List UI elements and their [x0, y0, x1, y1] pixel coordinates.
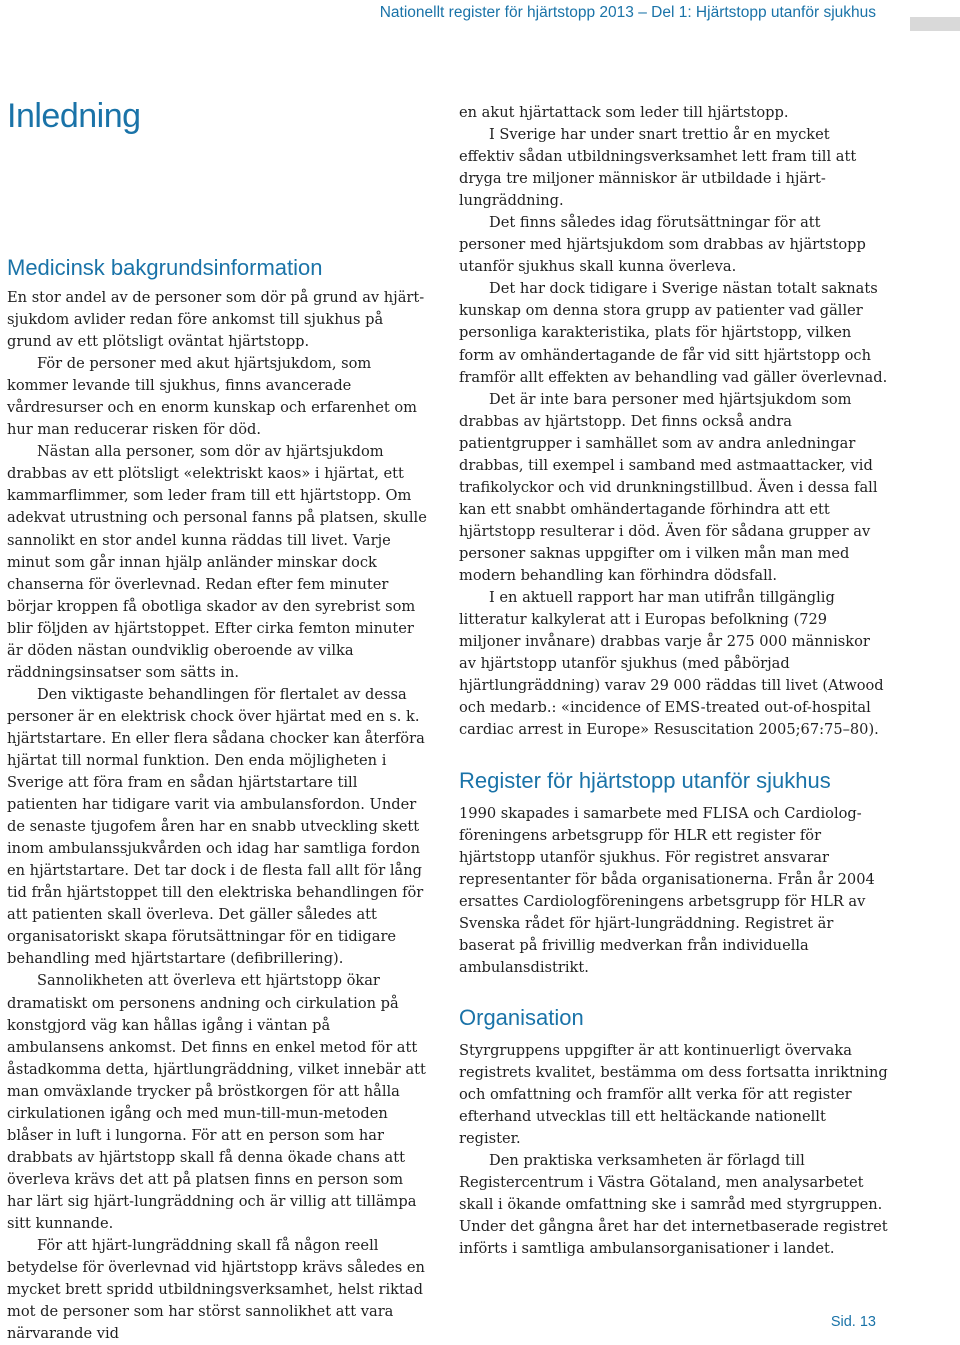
- paragraph: Sannolikheten att överleva ett hjärtstopp ökar dramatiskt om personens andning och cirkulation på konstgjord väg kan hållas igång i väntan på ambulansens ankomst. Det finns en enkel metod för att åstadkomma detta, hjärtlungräddning, vilket innebär att man omväxlande trycker på bröstkorgen för att hålla cirkulationen igång och med mun-till-mun-metoden blåser in luft i lungorna. För att en person som har drabbats av hjärtstopp skall få denna ökade chans att överleva krävs det att på platsen finns en person som har lärt sig hjärt-lungräddning och är villig att tillämpa sitt kunnande.: [7, 972, 426, 1232]
- section-heading-medicinsk: Medicinsk bakgrundsinformation: [7, 255, 323, 280]
- organisation-text: [459, 1040, 889, 1260]
- paragraph-split-start: För att hjärt-lungräddning skall få någon reell betydelse för överlevnad vid hjärtstopp krävs således en mycket brett spridd utbildningsverksamhet, helst riktad mot de personer som har störst sannolikhet att vara närvarande vid: [7, 1237, 425, 1343]
- paragraph: För de personer med akut hjärtsjukdom, som kommer levande till sjukhus, finns avancerade vårdresurser och en enorm kunskap och erfarenhet om hur man reducerar risken för död.: [7, 355, 417, 439]
- right-column: [459, 102, 889, 741]
- paragraph: Den praktiska verksamheten är förlagd till Registercentrum i Västra Götaland, men analysarbetet skall i ökande omfattning ske i samråd med styrgruppen. Under det gångna året har det internetbaserade registret införts i samtliga ambulansorganisationer i landet.: [459, 1152, 888, 1258]
- paragraph: Det är inte bara personer med hjärtsjukdom som drabbas av hjärtstopp. Det finns också andra patientgrupper i samhället som av andra anledningar drabbas, till exempel i samband med astmaattacker, vid trafikolyckor och vid drunkningstillbud. Även i dessa fall kan ett snabbt omhändertagande förhindra att ett hjärtstopp resulterar i död. Även för sådana grupper av personer saknas uppgifter om i vilken mån man med modern behandling kan förhindra dödsfall.: [459, 390, 878, 584]
- page-corner-tab: [910, 17, 960, 31]
- paragraph: I en aktuell rapport har man utifrån tillgänglig litteratur kalkylerat att i Europas befolkning (729 miljoner invånare) drabbas varje år 275 000 människor av hjärtstopp utanför sjukhus (med påbörjad hjärtlungräddning) varav 29 000 räddas till livet (Atwood och medarb.: «incidence of EMS-treated out-of-hospital cardiac arrest in Europe» Resuscitation 2005;67:75–80).: [459, 589, 884, 739]
- section-heading-register: Register för hjärtstopp utanför sjukhus: [459, 768, 831, 793]
- paragraph: Nästan alla personer, som dör av hjärtsjukdom drabbas av ett plötsligt «elektriskt kaos» i hjärtat, ett kammarflimmer, som leder fram till ett hjärtstopp. Om adekvat utrustning och personal fanns på platsen, skulle sannolikt en stor andel kunna räddas till livet. Varje minut som går innan hjälp anländer minskar dock chanserna för överlevnad. Redan efter fem minuter börjar kroppen få obotliga skador av den syrebrist som blir följden av hjärtstoppet. Efter cirka femton minuter är döden nästan oundviklig oberoende av vilka räddningsinsatser som sätts in.: [7, 443, 427, 681]
- paragraph: Styrgruppens uppgifter är att kontinuerligt övervaka registrets kvalitet, bestämma om dess fortsatta inriktning och omfattning och framför allt verka för att register efterhand utvecklas till ett heltäckande nationellt register.: [459, 1042, 888, 1148]
- paragraph: Det finns således idag förutsättningar för att personer med hjärtsjukdom som drabbas av hjärtstopp utanför sjukhus skall kunna överleva.: [459, 214, 866, 276]
- paragraph: I Sverige har under snart trettio år en mycket effektiv sådan utbildningsverksamhet lett fram till att dryga tre miljoner människor är utbildade i hjärt-lungräddning.: [459, 126, 857, 210]
- paragraph: Det har dock tidigare i Sverige nästan totalt saknats kunskap om denna stora grupp av patienter vad gäller personliga karakteristika, plats för hjärtstopp, vilken form av omhändertagande de får vid sitt hjärtstopp och framför allt effekten av behandling vad gäller överlevnad.: [459, 280, 888, 386]
- page-number: Sid. 13: [830, 1314, 876, 1330]
- left-column: [7, 287, 427, 1345]
- register-text: [459, 803, 889, 979]
- paragraph: En stor andel av de personer som dör på grund av hjärtsjukdom avlider redan före ankomst till sjukhus på grund av ett plötsligt oväntat hjärtstopp.: [7, 289, 425, 351]
- paragraph: Den viktigaste behandlingen för flertalet av dessa personer är en elektrisk chock över hjärtat med en s. k. hjärtstartare. En eller flera sådana chocker kan återföra hjärtat till normal funktion. Den enda möjligheten i Sverige att föra fram en sådan hjärtstartare till patienten har tidigare varit via ambulansfordon. Under de senaste tjugofem åren har en snabb utveckling skett inom ambulanssjukvården och idag har samtliga fordon en hjärtstartare. Det tar dock i de flesta fall allt för lång tid från hjärtstoppet till den elektriska behandlingen för att patienten skall överleva. Det gäller således att organisatoriskt skapa förutsättningar för en tidigare behandling med hjärtstartare (defibrillering).: [7, 685, 425, 968]
- paragraph-split-end: en akut hjärtattack som leder till hjärtstopp.: [459, 104, 789, 121]
- paragraph: 1990 skapades i samarbete med FLISA och Cardiologföreningens arbetsgrupp för HLR ett register för hjärtstopp utanför sjukhus. För registret ansvarar representanter för båda organisationerna. Från år 2004 ersattes Cardiologföreningens arbetsgrupp för HLR av Svenska rådet för hjärt-lungräddning. Registret är baserat på frivillig medverkan från individuella ambulansdistrikt.: [459, 805, 875, 977]
- running-header: Nationellt register för hjärtstopp 2013 – Del 1: Hjärtstopp utanför sjukhus: [379, 4, 876, 21]
- page-title: Inledning: [7, 97, 141, 135]
- section-heading-organisation: Organisation: [459, 1005, 584, 1030]
